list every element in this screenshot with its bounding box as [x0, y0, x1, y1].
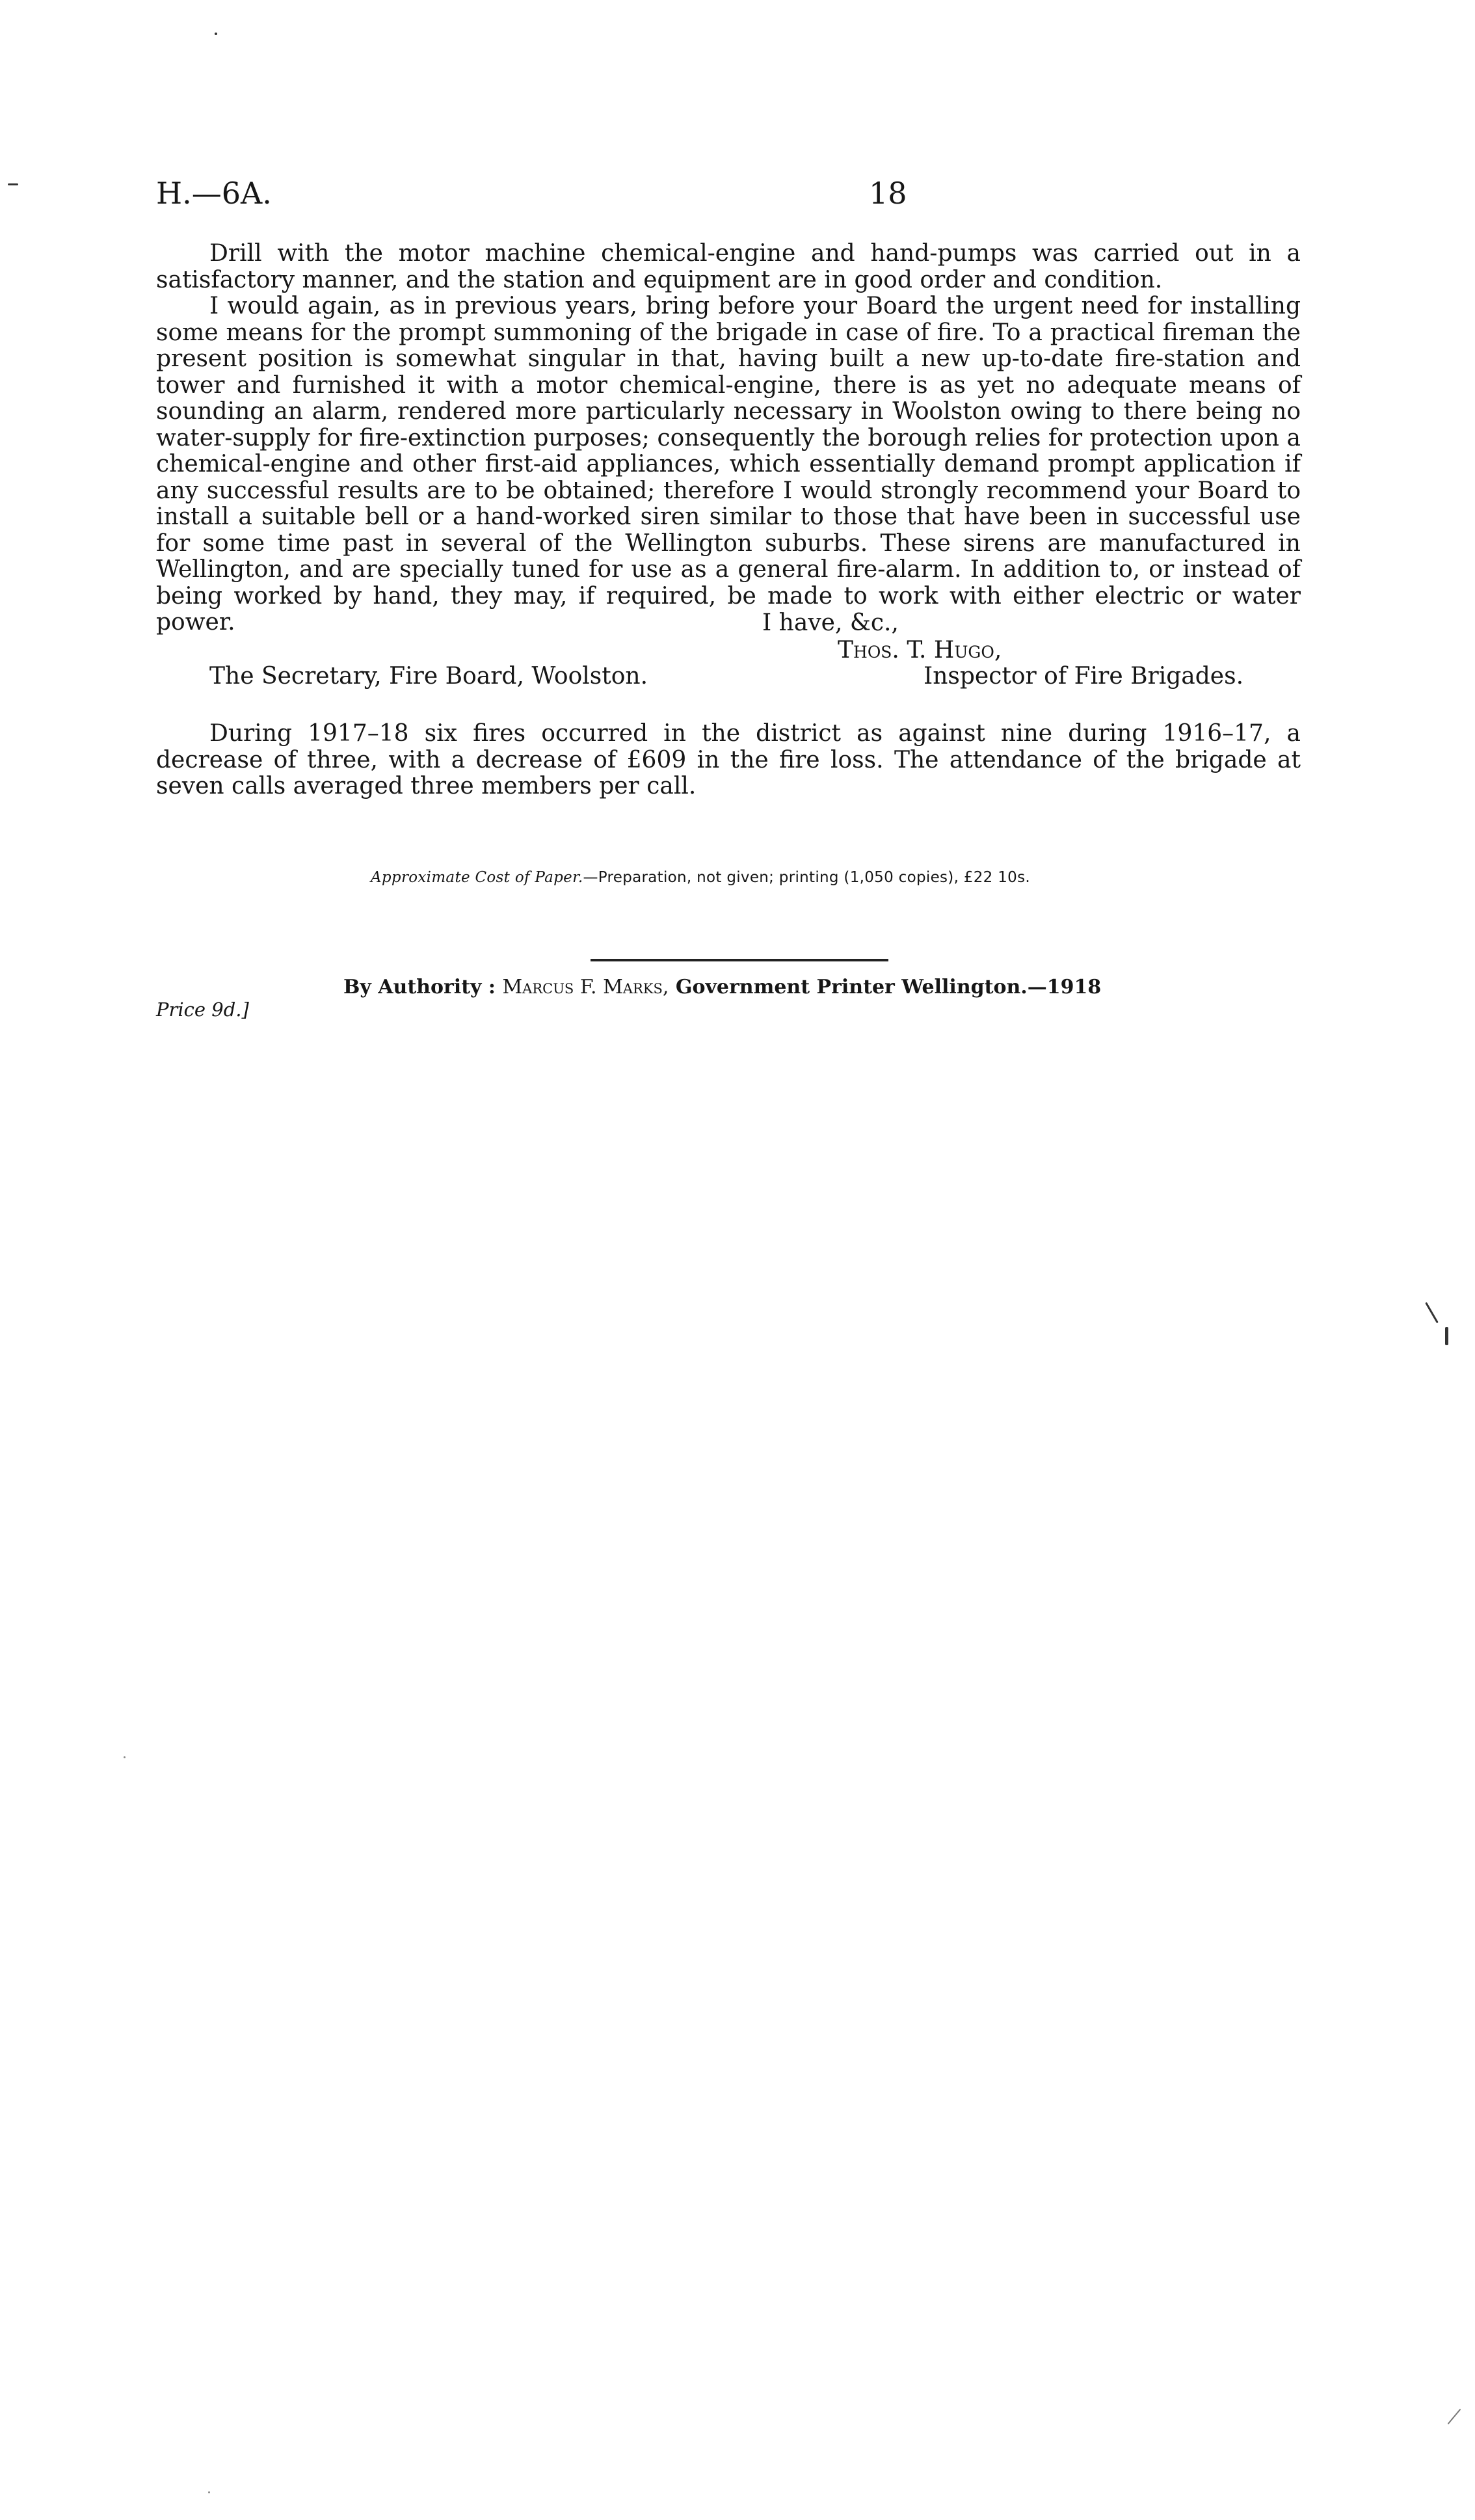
page-header	[156, 176, 1301, 221]
cost-of-paper-note	[371, 869, 1030, 886]
addressee-line: The Secretary, Fire Board, Woolston.	[209, 662, 648, 690]
scan-speck	[208, 2491, 210, 2493]
footer-rule	[591, 959, 888, 961]
page-number: 18	[869, 176, 907, 211]
body-paragraph-alarm: I would again, as in previous years, bring before your Board the urgent need for installing some means for the prompt summoning of the brigade in case of fire. To a practical fireman the present position is somewhat singular in that, having built a new up-to-date fire-station and tower and furnished it with a motor chemical-engine, there is as yet no adequate means of sounding an alarm, rendered more particularly necessary in Woolston owing to there being no water-supply for fire-extinction purposes; consequently the borough relies for protection upon a chemical-engine and other first-aid appliances, which essentially demand prompt application if any successful results are to be obtained; therefore I would strongly recommend your Board to install a suitable bell or a hand-worked siren similar to those that have been in successful use for some time past in several of the Wellington suburbs. These sirens are manufactured in Wellington, and are specially tuned for use as a general fire-alarm. In addition to, or instead of being worked by hand, they may, if required, be made to work with either electric or water power.	[156, 293, 1301, 636]
signatory-name: Thos. T. Hugo,	[838, 636, 1002, 664]
signatory-title: Inspector of Fire Brigades.	[924, 662, 1244, 690]
printer-authority-line	[343, 976, 1101, 999]
cost-text: —Preparation, not given; printing (1,050 copies), £22 10s.	[583, 869, 1030, 886]
letter-body	[156, 241, 1301, 717]
scan-speck	[124, 1756, 126, 1758]
fire-summary-paragraph: During 1917–18 six fires occurred in the district as against nine during 1916–17, a decrease of three, with a decrease of £609 in the fire loss. The attendance of the brigade at seven calls averaged three members per call.	[156, 720, 1301, 799]
fire-summary	[156, 721, 1301, 800]
scan-speck	[1448, 2409, 1461, 2424]
authority-prefix: By Authority :	[343, 976, 496, 999]
body-paragraph-drill: Drill with the motor machine chemical-engine and hand-pumps was carried out in a satisfactory manner, and the station and equipment are in good order and condition.	[156, 240, 1301, 293]
printer-name: Marcus F. Marks,	[502, 976, 669, 999]
letter-signoff	[156, 609, 1301, 717]
scan-speck	[215, 33, 217, 35]
authority-suffix: Government Printer Wellington.—1918	[675, 976, 1102, 999]
scan-speck	[8, 183, 18, 185]
price-note: Price 9d.]	[156, 999, 249, 1021]
scan-speck	[1445, 1327, 1448, 1345]
scan-speck	[1425, 1302, 1439, 1324]
closing-line: I have, &c.,	[762, 609, 899, 636]
document-code: H.—6A.	[156, 176, 272, 211]
cost-label: Approximate Cost of Paper.	[371, 869, 583, 886]
